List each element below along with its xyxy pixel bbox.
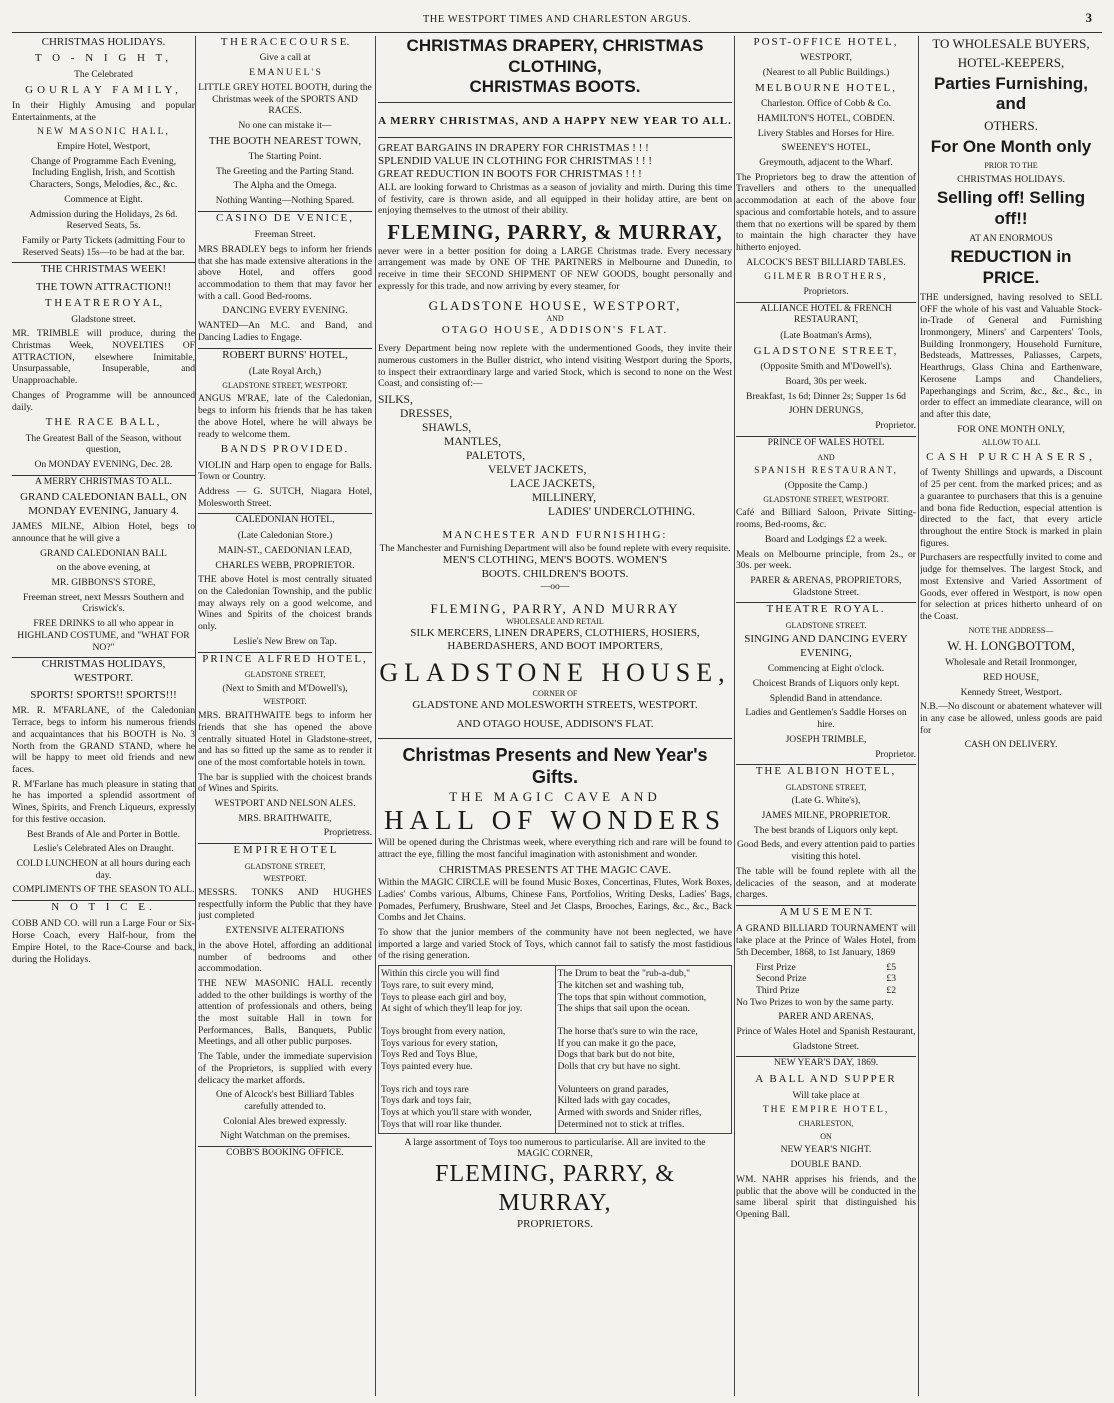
- paragraph: The Manchester and Furnishing Department will also be found replete with every requisite.: [379, 542, 731, 554]
- text-block-prior-to-the: PRIOR TO THE: [984, 160, 1038, 170]
- text-block-for-one-month-only: For One Month only: [930, 137, 1092, 157]
- text-block-a-merry-christmas-to-all: A MERRY CHRISTMAS TO ALL.: [12, 475, 195, 488]
- text-block-purchasers-are-respectfully-in: Purchasers are respectfully invited to come and judge for themselves. The largest Stock, and most Extensive and Varied Assortment of Goods, ever offered in Westport, is now open for selection at prices hitherto unheard of on the Coast.: [920, 552, 1102, 622]
- column-rule: [734, 36, 735, 1396]
- text-block-gladstone-street-westport: GLADSTONE STREET, WESTPORT.: [763, 494, 889, 504]
- text-block-best-brands-of-ale-and-porter-: Best Brands of Ale and Porter in Bottle.: [27, 828, 180, 840]
- gifts-headline: Christmas Presents and New Year's Gifts.: [402, 744, 708, 787]
- streets-line: GLADSTONE AND MOLESWORTH STREETS, WESTPORT.: [412, 698, 698, 711]
- poem-line: Toys rare, to suit every mind,: [381, 979, 494, 991]
- paragraph: Every Department being now replete with the undermentioned Goods, they invite their numerous customers in the Buller district, who intend visiting Westport during the Sports, to inspect their extraordinary large and varied Stock, which is second to none on the West Coast, and consisting of:—: [378, 343, 732, 390]
- goods-item: MILLINERY,: [532, 492, 596, 505]
- text-block-leslie-s-celebrated-ales-on-dr: Leslie's Celebrated Ales on Draught.: [33, 843, 174, 855]
- text-block-allow-to-all: ALLOW TO ALL: [981, 438, 1041, 448]
- text-block-john-derungs: JOHN DERUNGS,: [788, 405, 864, 417]
- text-block-the-greeting-and-the-parting-s: The Greeting and the Parting Stand.: [215, 165, 354, 177]
- text-block-extensive-alterations: EXTENSIVE ALTERATIONS: [225, 925, 345, 937]
- poem-line: Dogs that bark but do not bite,: [557, 1049, 675, 1061]
- advert-headline: CHRISTMAS BOOTS.: [469, 77, 641, 97]
- text-block-e-m-p-i-r-e-h-o-t-e-l: E M P I R E H O T E L: [198, 843, 372, 857]
- poem-line: Toys painted every hue.: [381, 1061, 473, 1073]
- column-4: [736, 36, 916, 1396]
- text-block-commencing-at-eight-o-clock: Commencing at Eight o'clock.: [767, 663, 885, 675]
- text-block-singing-and-dancing-every-even: SINGING AND DANCING EVERY EVENING,: [744, 633, 908, 659]
- text-block-will-take-place-at: Will take place at: [792, 1089, 860, 1101]
- text-block-grand-caledonian-ball-on-monda: GRAND CALEDONIAN BALL, ON MONDAY EVENING, January 4.: [20, 491, 187, 517]
- text-block-t-h-e-a-t-r-e-r-o-y-a-l: T H E A T R E R O Y A L,: [44, 297, 163, 310]
- text-block-the-best-brands-of-liquors-onl: The best brands of Liquors only kept.: [753, 824, 899, 836]
- text-block-commence-at-eight: Commence at Eight.: [64, 193, 143, 205]
- text-block-spanish-restaurant: SPANISH RESTAURANT,: [754, 465, 898, 477]
- text-block-sports-sports-sports: SPORTS! SPORTS!! SPORTS!!!: [30, 689, 177, 702]
- magic-cave-line: THE MAGIC CAVE AND: [449, 788, 661, 804]
- text-block-good-beds-and-every-attention-: Good Beds, and every attention paid to parties visiting this hotel.: [737, 839, 915, 863]
- store-name: AND OTAGO HOUSE, ADDISON'S FLAT.: [456, 718, 654, 731]
- text-block-greymouth-adjacent-to-the-whar: Greymouth, adjacent to the Wharf.: [759, 157, 893, 169]
- poem-line: [558, 1015, 730, 1026]
- text-block-change-of-programme-each-eveni: Change of Programme Each Evening, Including English, Irish, and Scottish Characters, Songs, Melodies, &c., &c.: [29, 155, 178, 191]
- prize-value: £5: [886, 961, 896, 973]
- text-block-gladstone-street: GLADSTONE STREET,: [244, 861, 326, 871]
- poem-line: Dolls that cry but have no sight.: [557, 1061, 681, 1073]
- text-block-theatre-royal: THEATRE ROYAL.: [736, 602, 916, 616]
- text-block-caledonian-hotel: CALEDONIAN HOTEL,: [198, 513, 372, 526]
- column-2: [198, 36, 372, 1396]
- poem-line: Toys brought from every nation,: [381, 1025, 506, 1037]
- text-block-casino-de-venice: CASINO DE VENICE,: [198, 211, 372, 225]
- text-block-opposite-the-camp: (Opposite the Camp.): [784, 479, 868, 491]
- connector: CORNER OF: [532, 689, 578, 699]
- text-block-new-masonic-hall: NEW MASONIC HALL,: [37, 126, 170, 138]
- text-block-cash-purchasers: CASH PURCHASERS,: [926, 451, 1096, 464]
- text-block-alcock-s-best-billiard-tables: ALCOCK'S BEST BILLIARD TABLES.: [746, 256, 906, 268]
- column-rule: [918, 36, 919, 1396]
- text-block-late-boatman-s-arms: (Late Boatman's Arms),: [780, 330, 872, 342]
- paragraph: Will be opened during the Christmas week, where everything rich and rare will be found to attract the eye, filling the most fanciful imagination with astonishment and wonder.: [378, 837, 732, 861]
- goods-list: [378, 393, 732, 519]
- text-block-a-ball-and-supper: A BALL AND SUPPER: [755, 1073, 897, 1086]
- text-block-new-year-s-night: NEW YEAR'S NIGHT.: [780, 1144, 872, 1156]
- subheading: WHOLESALE AND RETAIL: [506, 616, 604, 626]
- poem-line: [558, 1073, 730, 1084]
- text-block-next-to-smith-and-m-dowell-s: (Next to Smith and M'Dowell's),: [222, 682, 348, 694]
- text-block-family-or-party-tickets-admitt: Family or Party Tickets (admitting Four to Reserved Seats) 15s—to be had at the bar.: [21, 234, 186, 258]
- text-block-n-b-no-discount-or-abatement-w: N.B.—No discount or abatement whatever will in any case be allowed, unless goods are paid for: [920, 701, 1102, 736]
- text-block-grand-caledonian-ball: GRAND CALEDONIAN BALL: [40, 547, 167, 559]
- text-block-dancing-every-evening: DANCING EVERY EVENING.: [222, 305, 348, 317]
- text-block-gilmer-brothers: GILMER BROTHERS,: [764, 271, 888, 283]
- text-block-joseph-trimble: JOSEPH TRIMBLE,: [785, 733, 867, 745]
- column-rule: [375, 36, 376, 1396]
- text-block-gladstone-street-westport: GLADSTONE STREET, WESTPORT.: [222, 380, 348, 390]
- poem-line: Within this circle you will find: [381, 968, 500, 980]
- text-block-livery-stables-and-horses-for-: Livery Stables and Horses for Hire.: [757, 127, 895, 139]
- text-block-gourlay-family: GOURLAY FAMILY,: [25, 83, 182, 96]
- text-block-little-grey-hotel-booth-during: LITTLE GREY HOTEL BOOTH, during the Christmas week of the SPORTS AND RACES.: [198, 81, 372, 117]
- text-block-sweeney-s-hotel: SWEENEY'S HOTEL,: [781, 142, 871, 154]
- text-block-parer-and-arenas: PARER AND ARENAS,: [778, 1011, 874, 1023]
- column-3-drapery-advert: [378, 36, 732, 1396]
- text-block-charles-webb-proprietor: CHARLES WEBB, PROPRIETOR.: [215, 559, 355, 571]
- goods-item: PALETOTS,: [466, 450, 526, 463]
- text-block-red-house: RED HOUSE,: [983, 671, 1039, 683]
- poem-line: Toys to please each girl and boy,: [381, 991, 507, 1003]
- text-block-robert-burns-hotel: ROBERT BURNS' HOTEL,: [198, 348, 372, 362]
- text-block-gladstone-street: GLADSTONE STREET.: [785, 620, 867, 630]
- text-block-board-and-lodgings-2-a-week: Board and Lodgings £2 a week.: [764, 533, 888, 545]
- text-block-charleston: CHARLESTON,: [798, 1118, 854, 1128]
- poem-line: Armed with swords and Snider rifles,: [557, 1107, 702, 1119]
- firm-name: FLEMING, PARRY, & MURRAY,: [435, 1160, 675, 1217]
- text-block-violin-and-harp-open-to-engage: VIOLIN and Harp open to engage for Balls. Town or Country.: [198, 459, 372, 483]
- text-block-the-bar-is-supplied-with-the-c: The bar is supplied with the choicest brands of Wines and Spirits.: [198, 771, 372, 795]
- poem-line: Toys rich and toys rare: [381, 1083, 469, 1095]
- poem-line: [381, 1015, 553, 1026]
- text-block-one-of-alcock-s-best-billiard-: One of Alcock's best Billiard Tables carefully attended to.: [215, 1089, 355, 1112]
- toy-poem: [378, 965, 732, 1133]
- advert-headline: CHRISTMAS DRAPERY, CHRISTMAS CLOTHING,: [406, 36, 704, 76]
- text-block-westport: WESTPORT.: [263, 697, 307, 707]
- text-block-meals-on-melbourne-principle-f: Meals on Melbourne principle, from 2s., or 30s. per week.: [736, 548, 916, 572]
- text-block-no-one-can-mistake-it: No one can mistake it—: [238, 119, 332, 131]
- text-block-w-h-longbottom: W. H. LONGBOTTOM,: [947, 638, 1075, 654]
- text-block-alliance-hotel-french-restaura: ALLIANCE HOTEL & FRENCH RESTAURANT,: [736, 302, 916, 326]
- bargain-line: GREAT BARGAINS IN DRAPERY FOR CHRISTMAS ! ! !: [378, 141, 649, 154]
- text-block-selling-off-selling-off: Selling off! Selling off!!: [936, 188, 1086, 228]
- text-block-on: ON: [820, 1131, 832, 1141]
- text-block-the-above-hotel-is-most-centra: THE above Hotel is most centrally situated on the Caledonian Township, and the public may always rely on a good welcome, and Wines and Spirits of the choicest brands only.: [198, 574, 372, 633]
- text-block-cash-on-delivery: CASH ON DELIVERY.: [964, 739, 1058, 751]
- prize-row: [736, 973, 916, 985]
- bargain-line: SPLENDID VALUE IN CLOTHING FOR CHRISTMAS ! ! !: [378, 155, 652, 168]
- column-5: [920, 36, 1102, 1396]
- text-block-proprietor: Proprietor.: [875, 420, 916, 432]
- firm-name: FLEMING, PARRY, & MURRAY,: [387, 219, 723, 244]
- text-block-the-celebrated: The Celebrated: [74, 68, 133, 80]
- paragraph: never were in a better position for doing a LARGE Christmas trade. Every necessary arrangement was made by ONE OF THE PARTNERS in Melbourne and Dunedin, to receive in time their SECOND SHIPMENT OF NEW GOODS, bought personally and expressly for this trade, and now arriving by every steamer, for: [378, 245, 732, 292]
- prize-name: Third Prize: [756, 984, 800, 996]
- text-block-new-year-s-day-1869: NEW YEAR'S DAY, 1869.: [736, 1056, 916, 1069]
- text-block-nearest-to-all-public-building: (Nearest to all Public Buildings.): [762, 67, 890, 79]
- page-number: 3: [1085, 10, 1092, 25]
- masthead-title: THE WESTPORT TIMES AND CHARLESTON ARGUS.: [422, 14, 692, 25]
- poem-line: Toys various for every station,: [381, 1037, 498, 1049]
- column-1: [12, 36, 195, 1396]
- clothing-line: BOOTS. CHILDREN'S BOOTS.: [481, 567, 629, 580]
- text-block-parer-arenas-proprietors-glads: PARER & ARENAS, PROPRIETORS, Gladstone Street.: [750, 574, 902, 598]
- text-block-main-st-caedonian-lead: MAIN-ST., CAEDONIAN LEAD,: [218, 544, 352, 556]
- text-block-others: OTHERS.: [984, 118, 1038, 134]
- text-block-free-drinks-to-all-who-appear-: FREE DRINKS to all who appear in HIGHLAND COSTUME, and "WHAT FOR NO?": [17, 618, 190, 653]
- poem-line: The Drum to beat the "rub-a-dub,": [557, 968, 691, 980]
- text-block-the-greatest-ball-of-the-seaso: The Greatest Ball of the Season, without question,: [25, 432, 182, 456]
- text-block-prince-of-wales-hotel: PRINCE OF WALES HOTEL: [736, 436, 916, 449]
- text-block-on-monday-evening-dec-28: On MONDAY EVENING, Dec. 28.: [34, 459, 173, 471]
- text-block-melbourne-hotel: MELBOURNE HOTEL,: [755, 81, 897, 94]
- text-block-breakfast-1s-6d-dinner-2s-supp: Breakfast, 1s 6d; Dinner 2s; Supper 1s 6d: [746, 390, 906, 402]
- prize-row: [736, 962, 916, 974]
- text-block-at-an-enormous: AT AN ENORMOUS: [969, 232, 1053, 244]
- text-block-mr-trimble-will-produce-during: MR. TRIMBLE will produce, during the Christmas Week, NOVELTIES OF ATTRACTION, elsewhere Inimitable, Unsurpassable, Insuperable, and Unapproachable.: [12, 328, 195, 387]
- prize-name: Second Prize: [756, 973, 807, 985]
- goods-item: SHAWLS,: [422, 422, 472, 435]
- section-heading: CHRISTMAS PRESENTS AT THE MAGIC CAVE.: [438, 863, 672, 876]
- text-block-kennedy-street-westport: Kennedy Street, Westport.: [960, 686, 1062, 698]
- text-block-leslie-s-new-brew-on-tap: Leslie's New Brew on Tap.: [233, 635, 337, 647]
- store-name: GLADSTONE HOUSE,: [379, 658, 731, 688]
- text-block-choicest-brands-of-liquors-onl: Choicest Brands of Liquors only kept.: [752, 678, 900, 689]
- text-block-empire-hotel-westport: Empire Hotel, Westport,: [56, 141, 151, 153]
- text-block-charleston-office-of-cobb-co: Charleston. Office of Cobb & Co.: [760, 98, 892, 110]
- paragraph: ALL are looking forward to Christmas as a season of joviality and mirth. During this time of festivity, care is thrown aside, and all equipped in their holiday attire, are bent on enjoying themselves to the utmost of their ability.: [378, 181, 732, 217]
- poem-left: [379, 966, 556, 1132]
- text-block-compliments-of-the-season-to-a: COMPLIMENTS OF THE SEASON TO ALL.: [12, 884, 195, 896]
- text-block-cobb-s-booking-office: COBB'S BOOKING OFFICE.: [198, 1146, 372, 1159]
- poem-line: Volunteers on grand parades,: [557, 1083, 669, 1095]
- text-block-christmas-holidays: CHRISTMAS HOLIDAYS.: [41, 36, 166, 48]
- text-block-the-proprietors-beg-to-draw-th: The Proprietors beg to draw the attention of Travellers and others to the unequalled accommodation at each of the above four spacious and comfortable hotels, and to assure them that no exertions will be spared by them to maintain the high character they have hitherto enjoyed.: [736, 171, 916, 253]
- poem-right: [556, 966, 732, 1132]
- section-heading: MANCHESTER AND FURNISHIHG:: [442, 529, 668, 542]
- text-block-r-m-farlane-has-much-pleasure-: R. M'Farlane has much pleasure in stating that he has imported a splendid assortment of Wines, Spirits, and French Liqueurs, expressly for this festive occasion.: [12, 778, 195, 825]
- text-block-gladstone-street: GLADSTONE STREET,: [753, 344, 899, 357]
- text-block-westport-and-nelson-ales: WESTPORT AND NELSON ALES.: [214, 798, 356, 810]
- prize-value: £3: [886, 973, 896, 985]
- text-block-and: AND: [817, 452, 835, 462]
- text-block-the-booth-nearest-town: THE BOOTH NEAREST TOWN,: [208, 134, 362, 147]
- text-block-changes-of-programme-will-be-a: Changes of Programme will be announced daily.: [12, 389, 195, 413]
- text-block-splendid-band-in-attendance: Splendid Band in attendance.: [769, 692, 883, 704]
- bargain-line: GREAT REDUCTION IN BOOTS FOR CHRISTMAS ! ! !: [378, 168, 642, 181]
- text-block-mrs-braithwaite-begs-to-inform: MRS. BRAITHWAITE begs to inform her friends that she has opened the above centrally situated Hotel in Gladstone-street, and has so fitted up the same as to render it one of the most comfortable hotels in town.: [198, 710, 372, 768]
- text-block-address-g-sutch-niagara-hotel-: Address — G. SUTCH, Niagara Hotel, Molesworth Street.: [198, 486, 372, 509]
- prize-name: First Prize: [756, 961, 796, 973]
- poem-line: The kitchen set and washing tub,: [557, 979, 684, 991]
- text-block-of-twenty-shillings-and-upward: of Twenty Shillings and upwards, a Discount of 25 per cent. from the marked prices; and as a guarantee to purchasers that this is a genuine and bona fide Reduction, especial attention is directed to the fact, that every article throughout the entire Stock is marked in plain figures.: [920, 467, 1102, 549]
- text-block-nothing-wanting-nothing-spared: Nothing Wanting—Nothing Spared.: [215, 195, 355, 207]
- text-block-admission-during-the-holidays-: Admission during the Holidays, 2s 6d. Reserved Seats, 5s.: [29, 208, 178, 232]
- text-block-messrs-tonks-and-hughes-respec: MESSRS. TONKS AND HUGHES respectfully inform the Public that they have just completed: [198, 887, 372, 922]
- text-block-bands-provided: BANDS PROVIDED.: [220, 443, 350, 456]
- goods-item: LACE JACKETS,: [510, 478, 595, 491]
- text-block-note-the-address: NOTE THE ADDRESS—: [968, 625, 1054, 635]
- magic-corner: MAGIC CORNER,: [517, 1148, 593, 1160]
- text-block-parties-furnishing-and: Parties Furnishing, and: [934, 73, 1088, 114]
- text-block-angus-m-rae-late-of-the-caledo: ANGUS M'RAE, late of the Caledonian, begs to inform his friends that he has taken the above Hotel, where he will always be ready to welcome them.: [198, 393, 372, 440]
- text-block-a-m-u-s-e-m-e-n-t: A M U S E M E N T.: [736, 905, 916, 919]
- text-block-cold-luncheon-at-all-hours-dur: COLD LUNCHEON at all hours during each day.: [16, 857, 191, 881]
- store-name: GLADSTONE HOUSE, WESTPORT,: [428, 298, 682, 314]
- paragraph: A large assortment of Toys too numerous to particularise. All are invited to the: [404, 1136, 706, 1148]
- text-block-t-h-e-r-a-c-e-c-o-u-r-s-e: T H E R A C E C O U R S E.: [220, 36, 350, 48]
- text-block-wholesale-and-retail-ironmonge: Wholesale and Retail Ironmonger,: [945, 657, 1077, 669]
- text-block-opposite-smith-and-m-dowell-s: (Opposite Smith and M'Dowell's).: [760, 361, 892, 373]
- text-block-the-alpha-and-the-omega: The Alpha and the Omega.: [233, 180, 337, 192]
- poem-line: [381, 1073, 553, 1084]
- text-block-e-m-a-n-u-e-l-s: E M A N U E L ' S: [249, 67, 321, 79]
- connector: AND: [546, 314, 564, 324]
- poem-line: Toys dark and toys fair,: [381, 1095, 472, 1107]
- text-block-the-undersigned-having-resolve: THE undersigned, having resolved to SELL OFF the whole of his vast and Valuable Stock-in-Trade of General and Furnishing Ironmongery, Miners' and Carpenters' Tools, Building Ironmongery, Household Furniture, Bedsteads, Mattresses, Paliasses, Carpets, Hearthrugs, Glass China and Earthenware, Kerosene Lamps and Chandeliers, Paperhangings and Scrim, &c., &c., &c., in order to effect an immediate clearance, will on and after this date,: [920, 291, 1102, 420]
- text-block-mrs-bradley-begs-to-inform-her: MRS BRADLEY begs to inform her friends that she has made extensive alterations in the above Hotel, and offers good accommodation to them that may favor her with a call. Good Bed-rooms.: [198, 243, 372, 302]
- poem-line: Kilted lads with gay cocades,: [557, 1095, 671, 1107]
- text-block-n-o-t-i-c-e: N O T I C E.: [12, 900, 195, 914]
- text-block-mr-r-m-farlane-of-the-caledoni: MR. R. M'FARLANE, of the Caledonian Terrace, begs to inform his numerous friends and acquaintances that his BOOTH is No. 3 North from the GRAND STAND, where he will be happy to meet old friends and new faces.: [12, 705, 195, 775]
- text-block-prince-alfred-hotel: PRINCE ALFRED HOTEL,: [198, 652, 372, 666]
- text-block-the-race-ball: THE RACE BALL,: [45, 416, 162, 429]
- goods-item: LADIES' UNDERCLOTHING.: [548, 506, 696, 519]
- column-4-top: [736, 36, 916, 959]
- text-block-westport: WESTPORT.: [263, 874, 307, 884]
- text-block-the-empire-hotel: THE EMPIRE HOTEL,: [762, 1104, 890, 1116]
- paragraph: To show that the junior members of the community have not been neglected, we have imported a large and varied Stock of Toys, which cannot fail to satisfy the most fastidious of the rising generation.: [378, 926, 732, 962]
- text-block-gladstone-street: GLADSTONE STREET,: [244, 669, 326, 679]
- text-block-the-table-will-be-found-replet: The table will be found replete with all the delicacies of the season, and at moderate charges.: [736, 865, 916, 901]
- proprietors: PROPRIETORS.: [517, 1218, 593, 1231]
- text-block-caf-and-billiard-saloon-privat: Café and Billiard Saloon, Private Sitting-rooms, Bed-rooms, &c.: [736, 507, 916, 531]
- poem-line: The ships that sail upon the ocean.: [557, 1003, 690, 1015]
- text-block-freeman-street: Freeman Street.: [254, 229, 316, 241]
- text-block-proprietress: Proprietress.: [323, 827, 372, 839]
- text-block-james-milne-proprietor: JAMES MILNE, PROPRIETOR.: [761, 810, 891, 822]
- poem-line: Toys that will roar like thunder.: [381, 1118, 502, 1130]
- poem-line: At sight of which they'll leap for joy.: [381, 1003, 523, 1015]
- store-name: OTAGO HOUSE, ADDISON'S FLAT.: [441, 323, 669, 336]
- text-block-the-table-under-the-immediate-: The Table, under the immediate supervision of the Proprietors, is supplied with every delicacy the market affords.: [198, 1051, 372, 1086]
- firm-name: FLEMING, PARRY, AND MURRAY: [430, 600, 680, 616]
- text-block-christmas-holidays: CHRISTMAS HOLIDAYS.: [957, 173, 1065, 185]
- text-block-wanted-an-m-c-and-band-and-dan: WANTED—An M.C. and Band, and Dancing Ladies to Engage.: [198, 320, 372, 343]
- text-block-prince-of-wales-hotel-and-span: Prince of Wales Hotel and Spanish Restaurant,: [736, 1026, 916, 1038]
- text-block-late-royal-arch: (Late Royal Arch,): [248, 365, 322, 377]
- text-block-gladstone-street: Gladstone street.: [71, 313, 136, 325]
- goods-item: SILKS,: [378, 394, 413, 407]
- text-block-christmas-holidays-westport: CHRISTMAS HOLIDAYS, WESTPORT.: [12, 657, 195, 685]
- text-block-board-30s-per-week: Board, 30s per week.: [785, 375, 867, 387]
- goods-item: DRESSES,: [400, 408, 453, 421]
- text-block-double-band: DOUBLE BAND.: [790, 1159, 862, 1171]
- prize-row: [736, 985, 916, 997]
- text-block-on-the-above-evening-at: on the above evening, at: [56, 562, 151, 574]
- text-block-mrs-braithwaite: MRS. BRAITHWAITE,: [238, 812, 332, 824]
- text-block-james-milne-albion-hotel-begs-: JAMES MILNE, Albion Hotel, begs to announce that he will give a: [12, 521, 195, 544]
- text-block-wm-nahr-apprises-his-friends-a: WM. NAHR apprises his friends, and the public that the above will be conducted in the same liberal spirit that distinguished his Opening Ball.: [736, 1173, 916, 1220]
- column-rule: [195, 36, 196, 1396]
- text-block-for-one-month-only: FOR ONE MONTH ONLY,: [957, 423, 1065, 435]
- text-block-reduction-in-price: REDUCTION in PRICE.: [950, 247, 1072, 288]
- text-block-t-o-n-i-g-h-t: T O - N I G H T,: [34, 52, 173, 65]
- text-block-mr-gibbons-s-store: MR. GIBBONS'S STORE,: [51, 577, 156, 589]
- text-block-to-wholesale-buyers: TO WHOLESALE BUYERS,: [932, 36, 1090, 51]
- text-block-the-christmas-week: THE CHRISTMAS WEEK!: [12, 262, 195, 276]
- goods-item: MANTLES,: [444, 436, 502, 449]
- text-block-proprietors: Proprietors.: [803, 286, 849, 298]
- poem-line: Toys Red and Toys Blue,: [381, 1049, 478, 1061]
- text-block-gladstone-street: GLADSTONE STREET,: [785, 782, 867, 792]
- text-block-hotel-keepers: HOTEL-KEEPERS,: [957, 54, 1065, 70]
- text-block-late-caledonian-store: (Late Caledonian Store.): [237, 530, 333, 542]
- text-block-freeman-street-next-messrs-sou: Freeman street, next Messrs Southern and Criswick's.: [23, 591, 184, 615]
- text-block-cobb-and-co-will-run-a-large-f: COBB AND CO. will run a Large Four or Six-Horse Coach, every Half-hour, from the Empire Hotel, to the Race-Course and back, during the Holidays.: [12, 918, 195, 965]
- goods-item: VELVET JACKETS,: [488, 464, 587, 477]
- text-block-gladstone-street: Gladstone Street.: [792, 1040, 860, 1052]
- ornament: —oo—: [540, 581, 570, 593]
- text-block-hamilton-s-hotel-cobden: HAMILTON'S HOTEL, COBDEN.: [757, 112, 895, 124]
- text-block-colonial-ales-brewed-expressly: Colonial Ales brewed expressly.: [223, 1115, 347, 1127]
- text-block-in-their-highly-amusing-and-po: In their Highly Amusing and popular Entertainments, at the: [12, 99, 195, 123]
- poem-line: Toys at which you'll stare with wonder,: [381, 1107, 532, 1119]
- poem-line: The tops that spin without commotion,: [557, 991, 707, 1003]
- hall-of-wonders: HALL OF WONDERS: [383, 805, 726, 836]
- poem-line: Determined not to stick at trifles.: [557, 1118, 685, 1130]
- text-block-post-office-hotel: POST-OFFICE HOTEL,: [753, 36, 899, 48]
- text-block-no-two-prizes-to-won-by-the-sa: No Two Prizes to won by the same party.: [736, 996, 894, 1008]
- text-block-ladies-and-gentlemen-s-saddle-: Ladies and Gentlemen's Saddle Horses on hire.: [745, 707, 907, 731]
- column-4-bottom: [736, 997, 916, 1221]
- poem-line: If you can make it go the pace,: [557, 1037, 676, 1049]
- trades-line: SILK MERCERS, LINEN DRAPERS, CLOTHIERS, HOSIERS, HABERDASHERS, AND BOOT IMPORTERS,: [410, 626, 700, 652]
- text-block-night-watchman-on-the-premises: Night Watchman on the premises.: [220, 1130, 350, 1142]
- text-block-the-town-attraction: THE TOWN ATTRACTION!!: [35, 280, 172, 293]
- paragraph: Within the MAGIC CIRCLE will be found Music Boxes, Concertinas, Flutes, Work Boxes, Ladies' Combs various, Albums, Chinese Fans, Portfolios, Writing Desks, Ladies' Bags, Pomades, Perfumery, Brushware, Steel and Jet Clasps, Brooches, Earings, &c., &c., Back Combs and Jet Chains.: [378, 877, 732, 924]
- prize-list: [736, 962, 916, 997]
- text-block-a-grand-billiard-tournament-wi: A GRAND BILLIARD TOURNAMENT will take place at the Prince of Wales Hotel, from 5th December, 1868, to 1st January, 1869: [736, 923, 916, 958]
- text-block-the-albion-hotel: THE ALBION HOTEL,: [736, 764, 916, 778]
- greeting-line: A MERRY CHRISTMAS, AND A HAPPY NEW YEAR TO ALL.: [378, 115, 732, 128]
- text-block-proprietor: Proprietor.: [875, 748, 916, 760]
- text-block-late-g-white-s: (Late G. White's),: [791, 795, 861, 807]
- poem-line: The horse that's sure to win the race,: [557, 1025, 698, 1037]
- prize-value: £2: [886, 984, 896, 996]
- clothing-line: MEN'S CLOTHING, MEN'S BOOTS. WOMEN'S: [442, 554, 668, 567]
- text-block-westport: WESTPORT,: [800, 52, 852, 64]
- text-block-give-a-call-at: Give a call at: [259, 52, 311, 64]
- text-block-the-new-masonic-hall-recently-: THE NEW MASONIC HALL recently added to the other buildings is worthy of the attention of professionals and others, being the most suitable Hall in town for Performances, Balls, Banquets, Public Meetings, and all other public purposes.: [198, 977, 372, 1048]
- masthead: [12, 6, 1102, 33]
- text-block-in-the-above-hotel-affording-a: in the above Hotel, affording an additional number of bedrooms and other accommodation.: [198, 939, 372, 975]
- text-block-the-starting-point: The Starting Point.: [248, 151, 322, 163]
